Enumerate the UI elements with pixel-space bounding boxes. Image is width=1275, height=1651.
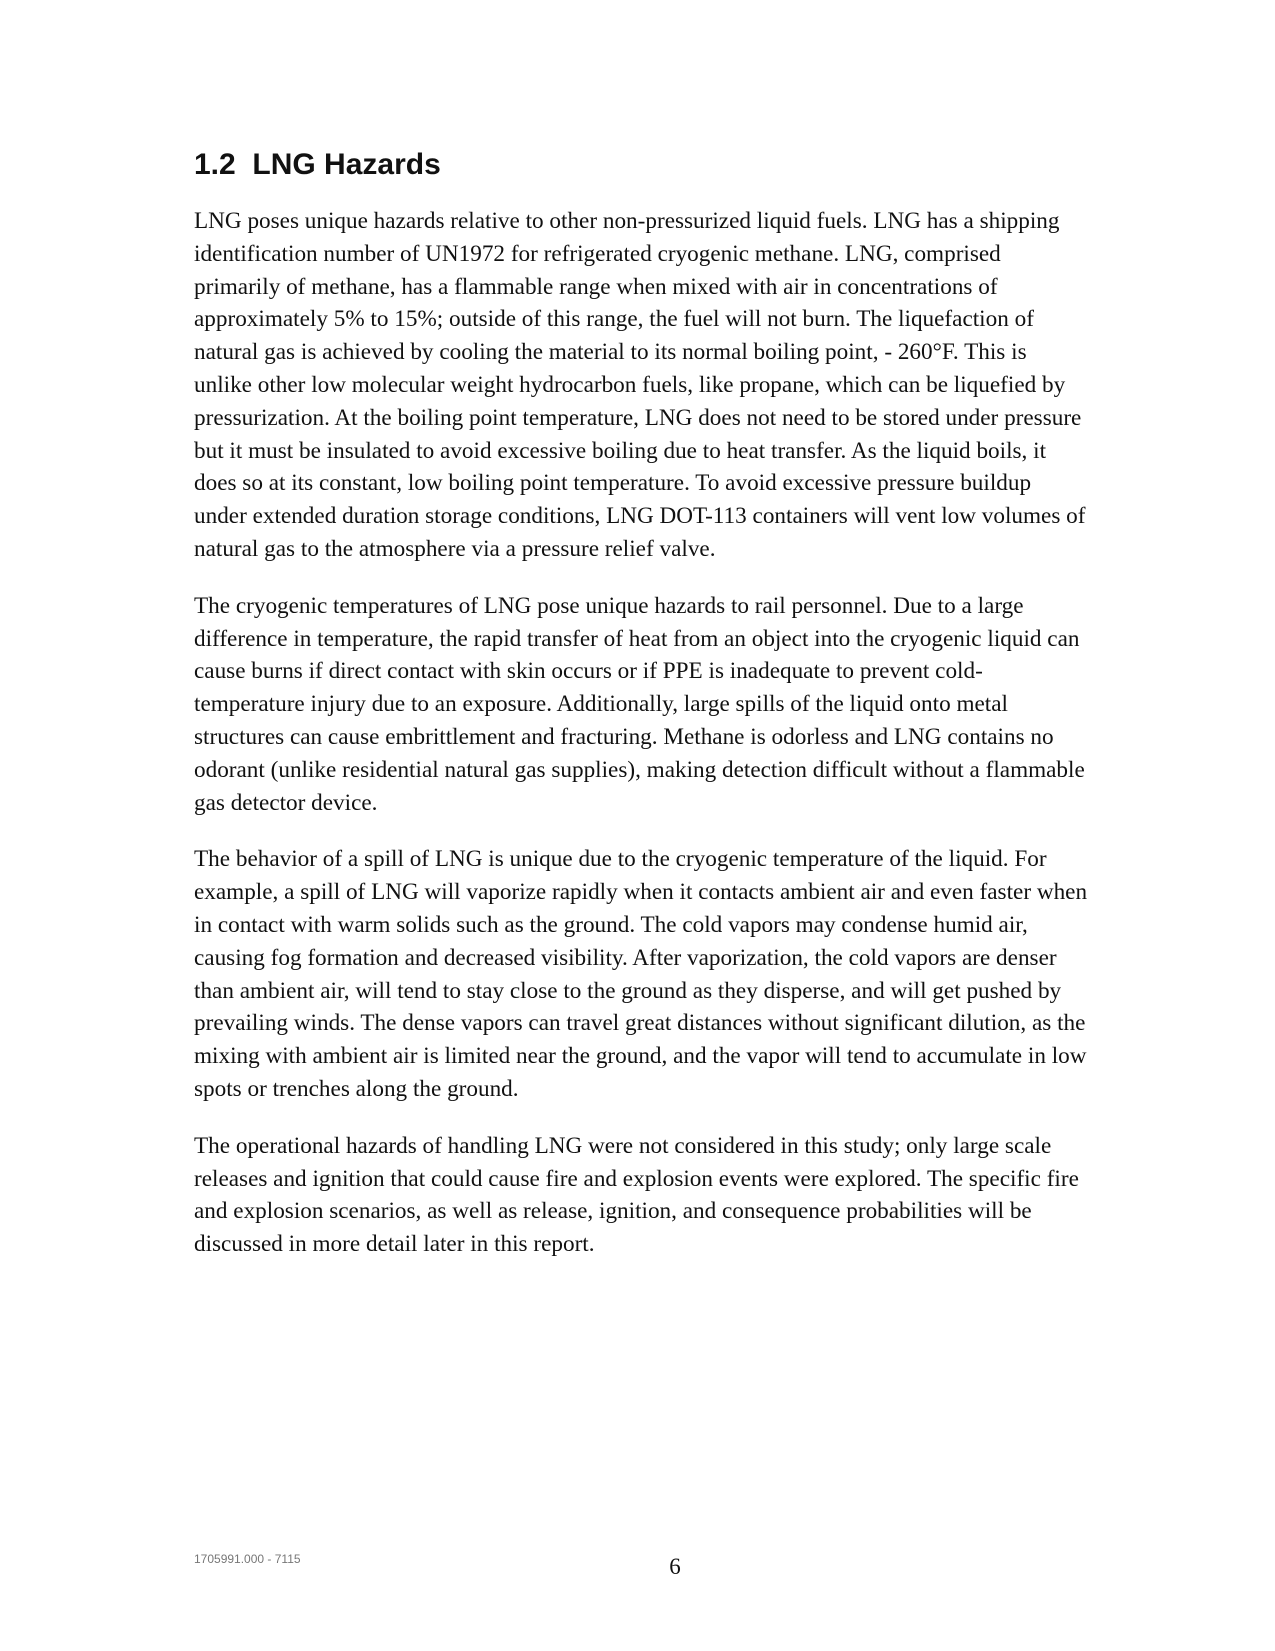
text-line: natural gas to the atmosphere via a pressure relief valve.: [194, 535, 716, 562]
text-line: example, a spill of LNG will vaporize rapidly when it contacts ambient air and even faster when: [194, 879, 1088, 906]
text-line: does so at its constant, low boiling point temperature. To avoid excessive pressure buildup: [194, 470, 1032, 497]
text-line: gas detector device.: [194, 789, 378, 816]
text-line: odorant (unlike residential natural gas supplies), making detection difficult without a flammable: [194, 756, 1085, 783]
text-line: and explosion scenarios, as well as release, ignition, and consequence probabilities will be: [194, 1198, 1032, 1225]
text-line: cause burns if direct contact with skin occurs or if PPE is inadequate to prevent cold-: [194, 658, 983, 685]
document-id: 1705991.000 - 7115: [194, 1552, 301, 1566]
text-line: than ambient air, will tend to stay close to the ground as they disperse, and will get pushed by: [194, 977, 1062, 1004]
text-line: LNG poses unique hazards relative to other non-pressurized liquid fuels. LNG has a shipping: [194, 208, 1060, 234]
text-line: pressurization. At the boiling point temperature, LNG does not need to be stored under pressure: [194, 404, 1082, 431]
text-line: causing fog formation and decreased visibility. After vaporization, the cold vapors are denser: [194, 944, 1057, 971]
text-line: primarily of methane, has a flammable range when mixed with air in concentrations of: [194, 273, 998, 300]
text-line: difference in temperature, the rapid transfer of heat from an object into the cryogenic liquid can: [194, 625, 1080, 652]
text-line: identification number of UN1972 for refrigerated cryogenic methane. LNG, comprised: [194, 240, 1001, 267]
text-line: temperature injury due to an exposure. Additionally, large spills of the liquid onto metal: [194, 691, 1008, 718]
text-line: spots or trenches along the ground.: [194, 1075, 519, 1102]
section-heading: 1.2 LNG Hazards: [194, 148, 441, 181]
paragraph-operational-hazards: [194, 1130, 1160, 1261]
page-number: 6: [669, 1554, 681, 1579]
text-line: under extended duration storage conditions, LNG DOT-113 containers will vent low volumes of: [194, 503, 1086, 530]
paragraph-spill-behavior: [194, 843, 1160, 1105]
text-line: mixing with ambient air is limited near the ground, and the vapor will tend to accumulate in low: [194, 1043, 1087, 1070]
text-line: prevailing winds. The dense vapors can travel great distances without significant dilution, as the: [194, 1010, 1086, 1037]
page-content: [194, 145, 1160, 1285]
paragraph-lng-properties: [194, 205, 1160, 566]
text-line: discussed in more detail later in this report.: [194, 1231, 595, 1258]
text-line: natural gas is achieved by cooling the material to its normal boiling point, - 260°F. This is: [194, 339, 1027, 366]
text-line: approximately 5% to 15%; outside of this range, the fuel will not burn. The liquefaction of: [194, 306, 1034, 333]
text-line: The behavior of a spill of LNG is unique due to the cryogenic temperature of the liquid. For: [194, 846, 1047, 873]
text-line: The operational hazards of handling LNG were not considered in this study; only large scale: [194, 1132, 1052, 1159]
text-line: but it must be insulated to avoid excessive boiling due to heat transfer. As the liquid boils, it: [194, 437, 1047, 464]
text-line: The cryogenic temperatures of LNG pose unique hazards to rail personnel. Due to a large: [194, 592, 1024, 619]
text-line: unlike other low molecular weight hydrocarbon fuels, like propane, which can be liquefied by: [194, 371, 1066, 398]
text-line: releases and ignition that could cause fire and explosion events were explored. The specific fire: [194, 1165, 1079, 1192]
text-line: structures can cause embrittlement and fracturing. Methane is odorless and LNG contains no: [194, 723, 1054, 750]
paragraph-cryogenic-hazards: [194, 590, 1160, 820]
text-line: in contact with warm solids such as the ground. The cold vapors may condense humid air,: [194, 911, 1028, 938]
